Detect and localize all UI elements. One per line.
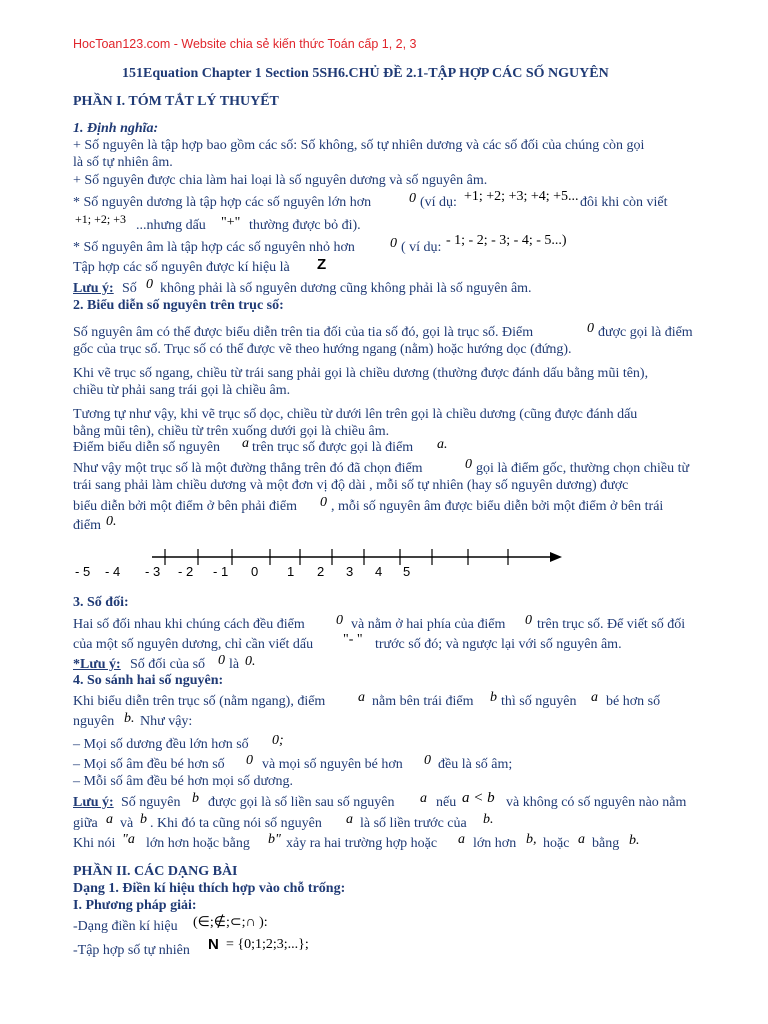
repr-para-5f: điểm (73, 518, 101, 533)
var-a: a (242, 436, 249, 451)
compare-h5: hoặc (543, 836, 570, 851)
def-line-3a: * Số nguyên dương là tập hợp các số nguyên lớn hơn (73, 195, 372, 210)
axis-arrow (550, 552, 562, 562)
var-b: b, (526, 832, 537, 847)
compare-c1: – Mọi số dương đều lớn hơn số (73, 737, 249, 752)
compare-g2: và (120, 816, 134, 831)
form1-heading: Dạng 1. Điền kí hiệu thích hợp vào chỗ trống: (73, 881, 346, 896)
var-a: a (358, 690, 365, 705)
compare-f4: và không có số nguyên nào nằm (506, 795, 687, 810)
var-a: a (578, 832, 585, 847)
compare-a4: bé hơn số (606, 694, 661, 709)
repr-para-2a: Khi vẽ trục số ngang, chiều từ trái sang phải gọi là chiều dương (thường được đánh dấu bằng mũi tên), (73, 366, 649, 381)
opposite-a3: trên trục số. Để viết số đối (537, 617, 686, 632)
quote-b: b" (268, 832, 281, 847)
var-a: a (591, 690, 598, 705)
def-line-5b: ( ví dụ: (401, 240, 442, 255)
var-a: a. (437, 437, 448, 452)
compare-e1: – Mỗi số âm đều bé hơn mọi số dương. (73, 774, 293, 789)
part2-heading: PHẦN II. CÁC DẠNG BÀI (73, 864, 238, 879)
compare-h6: bằng (592, 836, 620, 851)
compare-g3: . Khi đó ta cũng nói số nguyên (150, 816, 322, 831)
number-line-label: - 2 (178, 564, 194, 579)
zero-symbol: 0 (246, 753, 253, 768)
opposite-heading: 3. Số đối: (73, 595, 129, 610)
number-line-label: 2 (317, 564, 325, 579)
repr-para-3a: Tương tự như vậy, khi vẽ trục số dọc, chiều từ dưới lên trên gọi là chiều dương (cũng được đánh dấu (73, 407, 638, 422)
opposite-a1: Hai số đối nhau khi chúng cách đều điểm (73, 617, 305, 632)
compare-g4: là số liền trước của (360, 816, 467, 831)
zero-symbol: 0 (390, 236, 397, 251)
repr-para-1a: Số nguyên âm có thể được biểu diễn trên tia đối của tia số đó, gọi là trục số. Điểm (73, 325, 534, 340)
opposite-note-label: *Lưu ý: (73, 657, 121, 672)
repr-para-5d: biểu diễn bởi một điểm ở bên phải điểm (73, 499, 297, 514)
compare-a2: nằm bên trái điểm (372, 694, 474, 709)
var-b: b. (483, 812, 494, 827)
var-b: b. (124, 711, 135, 726)
opposite-a2: và nằm ở hai phía của điểm (351, 617, 506, 632)
positive-example: +1; +2; +3; +4; +5... (464, 189, 579, 204)
zero-symbol: 0 (218, 653, 225, 668)
repr-para-1c: gốc của trục số. Trục số có thể được vẽ theo hướng ngang (nằm) hoặc hướng dọc (đứng). (73, 342, 572, 357)
compare-h2: lớn hơn hoặc bằng (146, 836, 250, 851)
repr-para-5b: gọi là điểm gốc, thường chọn chiều từ (476, 461, 690, 476)
number-line-label: - 4 (105, 564, 121, 579)
compare-g1: giữa (73, 816, 98, 831)
repr-para-4b: trên trục số được gọi là điểm (252, 440, 414, 455)
number-line-label: 5 (403, 564, 411, 579)
number-line-label: - 1 (213, 564, 229, 579)
method-line-2: -Tập hợp số tự nhiên (73, 943, 190, 958)
plus-sign: "+" (221, 215, 241, 230)
def-line-3b: (ví dụ: (420, 195, 457, 210)
repr-para-5e: , mỗi số nguyên âm được biểu diễn bởi một điểm ở bên trái (331, 499, 664, 514)
number-line-label: - 5 (75, 564, 91, 579)
natural-set-symbol: N (208, 936, 219, 953)
def-line-6: Tập hợp các số nguyên được kí hiệu là (73, 260, 290, 275)
zero-symbol: 0 (587, 321, 594, 336)
note-text-b: không phải là số nguyên dương cũng không phải là số nguyên âm. (160, 281, 532, 296)
opposite-b2: trước số đó; và ngược lại với số nguyên âm. (375, 637, 622, 652)
compare-h1: Khi nói (73, 836, 116, 851)
compare-a1: Khi biểu diễn trên trục số (nằm ngang), điểm (73, 694, 326, 709)
compare-heading: 4. So sánh hai số nguyên: (73, 673, 224, 688)
repr-para-2b: chiều từ phải sang trái gọi là chiều âm. (73, 383, 291, 398)
compare-b1: nguyên (73, 714, 115, 729)
opposite-b1: của một số nguyên dương, chỉ cần viết dấu (73, 637, 314, 652)
zero-symbol: 0 (424, 753, 431, 768)
repr-para-5c: trái sang phải làm chiều dương và một đơn vị độ dài , mỗi số tự nhiên (hay số nguyên dương) được (73, 478, 629, 493)
number-line-label: 1 (287, 564, 295, 579)
part1-heading: PHẦN I. TÓM TẮT LÝ THUYẾT (73, 94, 279, 109)
compare-d1: – Mọi số âm đều bé hơn số (73, 757, 225, 772)
positive-example-2: +1; +2; +3 (75, 212, 126, 226)
number-line-label: - 3 (145, 564, 161, 579)
integer-set-symbol: Z (317, 256, 327, 273)
inequality: a < b (462, 790, 495, 806)
definition-heading: 1. Định nghĩa: (73, 121, 159, 136)
note-label: Lưu ý: (73, 281, 114, 296)
compare-d2: và mọi số nguyên bé hơn (262, 757, 403, 772)
compare-b2: Như vậy: (140, 714, 193, 729)
compare-f2: được gọi là số liền sau số nguyên (208, 795, 395, 810)
def-line-4a: ...nhưng dấu (136, 218, 206, 233)
compare-h3: xảy ra hai trường hợp hoặc (286, 836, 438, 851)
var-b: b (140, 812, 147, 827)
def-line-2: + Số nguyên được chia làm hai loại là số nguyên dương và số nguyên âm. (73, 173, 488, 188)
repr-para-4a: Điểm biểu diễn số nguyên (73, 440, 220, 455)
compare-d3: đều là số âm; (438, 757, 513, 772)
def-line-5a: * Số nguyên âm là tập hợp các số nguyên nhỏ hơn (73, 240, 355, 255)
var-b: b (490, 690, 497, 705)
method-heading: I. Phương pháp giải: (73, 898, 197, 913)
compare-f3: nếu (436, 795, 457, 810)
number-line-label: 3 (346, 564, 354, 579)
def-line-1a: + Số nguyên là tập hợp bao gồm các số: Số không, số tự nhiên dương và các số đối của chúng còn gọi (73, 138, 645, 153)
def-line-3c: đôi khi còn viết (580, 195, 668, 210)
var-b: b (192, 791, 199, 806)
zero-symbol: 0 (320, 495, 327, 510)
compare-h4: lớn hơn (473, 836, 517, 851)
zero-symbol: 0. (106, 514, 117, 529)
opposite-c1: Số đối của số (130, 657, 206, 672)
repr-para-3b: bằng mũi tên), chiều từ trên xuống dưới gọi là chiều âm. (73, 424, 390, 439)
zero-symbol: 0 (336, 613, 343, 628)
compare-a3: thì số nguyên (501, 694, 577, 709)
minus-sign: "- " (343, 632, 363, 647)
var-b: b. (629, 833, 640, 848)
opposite-c2: là (229, 657, 240, 672)
def-line-1b: là số tự nhiên âm. (73, 155, 173, 170)
repr-para-5a: Như vậy một trục số là một đường thẳng trên đó đã chọn điểm (73, 461, 423, 476)
zero-symbol: 0 (409, 191, 416, 206)
method-line-1: -Dạng điền kí hiệu (73, 919, 178, 934)
representation-heading: 2. Biểu diễn số nguyên trên trục số: (73, 298, 284, 313)
symbol-set: (∈;∉;⊂;∩ ): (193, 915, 268, 930)
quote-a: "a (122, 832, 135, 847)
number-line-label: 4 (375, 564, 383, 579)
zero-symbol: 0 (146, 277, 153, 292)
compare-f1: Số nguyên (121, 795, 181, 810)
repr-para-1b: được gọi là điểm (598, 325, 693, 340)
natural-set: = {0;1;2;3;...}; (226, 937, 309, 952)
var-a: a (420, 791, 427, 806)
def-line-4b: thường được bỏ đi). (249, 218, 361, 233)
var-a: a (458, 832, 465, 847)
zero-symbol: 0 (525, 613, 532, 628)
site-banner[interactable]: HocToan123.com - Website chia sẻ kiến thức Toán cấp 1, 2, 3 (73, 37, 417, 51)
note-text-a: Số (122, 281, 137, 296)
var-a: a (346, 812, 353, 827)
var-a: a (106, 812, 113, 827)
zero-symbol: 0; (272, 733, 284, 748)
negative-example: - 1; - 2; - 3; - 4; - 5...) (446, 233, 567, 248)
compare-note-label: Lưu ý: (73, 795, 114, 810)
number-line-label: 0 (251, 564, 259, 579)
page-title: 151Equation Chapter 1 Section 5SH6.CHỦ ĐỀ 2.1-TẬP HỢP CÁC SỐ NGUYÊN (122, 66, 609, 81)
zero-symbol: 0 (465, 457, 472, 472)
zero-symbol: 0. (245, 654, 256, 669)
